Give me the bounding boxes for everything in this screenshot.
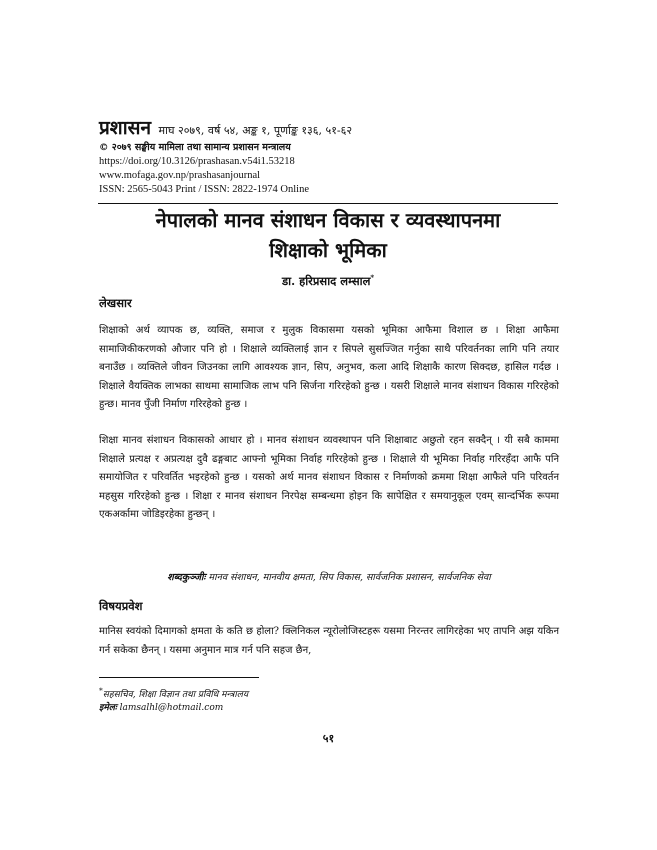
introduction-paragraph: मानिस स्वयंको दिमागको क्षमता के कति छ होला? क्लिनिकल न्यूरोलोजिस्टहरू यसमा निरन्तर लागिरहेका भए तापनि अझ यकिन गर्न सकेका छैनन् । यसमा अनुमान मात्र गर्न पनि सहज छैन, bbox=[99, 626, 559, 656]
article-title bbox=[98, 205, 558, 265]
title-line-2: शिक्षाको भूमिका bbox=[269, 238, 387, 262]
abstract-heading: लेखसार bbox=[99, 296, 132, 310]
journal-header bbox=[99, 118, 559, 197]
footnote-affiliation bbox=[99, 684, 248, 702]
author-name bbox=[98, 273, 558, 289]
affiliation-text: सहसचिव, शिक्षा विज्ञान तथा प्रविधि मन्त्रालय bbox=[102, 690, 249, 700]
footnote-divider bbox=[99, 677, 259, 678]
author-text: डा. हरिप्रसाद लम्साल bbox=[281, 273, 371, 288]
keywords-label: शब्दकुञ्जीः bbox=[167, 572, 206, 583]
title-line-1: नेपालको मानव संशाधन विकास र व्यवस्थापनमा bbox=[155, 208, 501, 232]
introduction-heading: विषयप्रवेश bbox=[99, 599, 143, 613]
keywords bbox=[99, 570, 559, 586]
footnote-email bbox=[99, 701, 223, 715]
abstract-paragraph-1: शिक्षाको अर्थ व्यापक छ, व्यक्ति, समाज र मुलुक विकासमा यसको भूमिका आफैमा विशाल छ । शिक्षा आफैमा सामाजिकीकरणको औजार पनि हो । शिक्षाले व्यक्तिलाई ज्ञान र सिपले सुसज्जित गर्नुका साथै परिवर्तनका लागि पनि तयार बनाउँछ । व्यक्तिले जीवन जिउनका लागि आवश्यक ज्ञान, सिप, अनुभव, कला आदि शिक्षाकै कारण सिक्दछ, हासिल गर्दछ । शिक्षाले वैयक्तिक लाभका साथमा सामाजिक लाभ पनि सिर्जना गरिरहेको हुन्छ । यसरी शिक्षाले मानव संशाधन विकास गरिरहेको हुन्छ। मानव पुँजी निर्माण गरिरहेको हुन्छ । bbox=[99, 325, 559, 411]
header-divider bbox=[98, 203, 558, 204]
journal-name: प्रशासन bbox=[99, 117, 152, 139]
website-link[interactable]: www.mofaga.gov.np/prashasanjournal bbox=[99, 170, 261, 181]
author-footnote-mark: * bbox=[370, 273, 375, 282]
email-address[interactable]: lamsalhl@hotmail.com bbox=[119, 703, 224, 713]
issue-info: माघ २०७९, वर्ष ५४, अङ्क १, पूर्णाङ्क १३६, ५१-६२ bbox=[158, 124, 353, 137]
issn-line: ISSN: 2565-5043 Print / ISSN: 2822-1974 Online bbox=[99, 184, 310, 195]
abstract-paragraph-2: शिक्षा मानव संशाधन विकासको आधार हो । मानव संशाधन व्यवस्थापन पनि शिक्षाबाट अछुतो रहन सक्दैन् । यी सबै काममा शिक्षाले प्रत्यक्ष र अप्रत्यक्ष दुवै ढङ्गबाट आफ्नो भूमिका निर्वाह गरिरहेको हुन्छ । शिक्षाले यी भूमिका निर्वाह गरिरहँदा आफै पनि समायोजित र परिवर्तित भइरहेको हुन्छ । यसको अर्थ मानव संशाधन विकास र निर्माणको क्रममा शिक्षा आफैले पनि परिवर्तन महसुस गरिरहेको हुन्छ । शिक्षा र मानव संशाधन निरपेक्ष सम्बन्धमा होइन कि सापेक्षित र समयानुकूल एवम् सान्दर्भिक रूपमा एकअर्कामा जोडिइरहेका हुन्छन् । bbox=[99, 435, 559, 521]
email-label: इमेलः bbox=[99, 703, 117, 713]
keywords-list: मानव संशाधन, मानवीय क्षमता, सिप विकास, सार्वजनिक प्रशासन, सार्वजनिक सेवा bbox=[208, 572, 491, 583]
doi-link[interactable]: https://doi.org/10.3126/prashasan.v54i1.53218 bbox=[99, 156, 295, 167]
page-number: ५१ bbox=[322, 732, 335, 745]
footnote-mark: * bbox=[99, 686, 103, 695]
journal-line bbox=[99, 118, 559, 141]
copyright-line: © २०७९ सङ्घीय मामिला तथा सामान्य प्रशासन मन्त्रालय bbox=[99, 142, 291, 153]
